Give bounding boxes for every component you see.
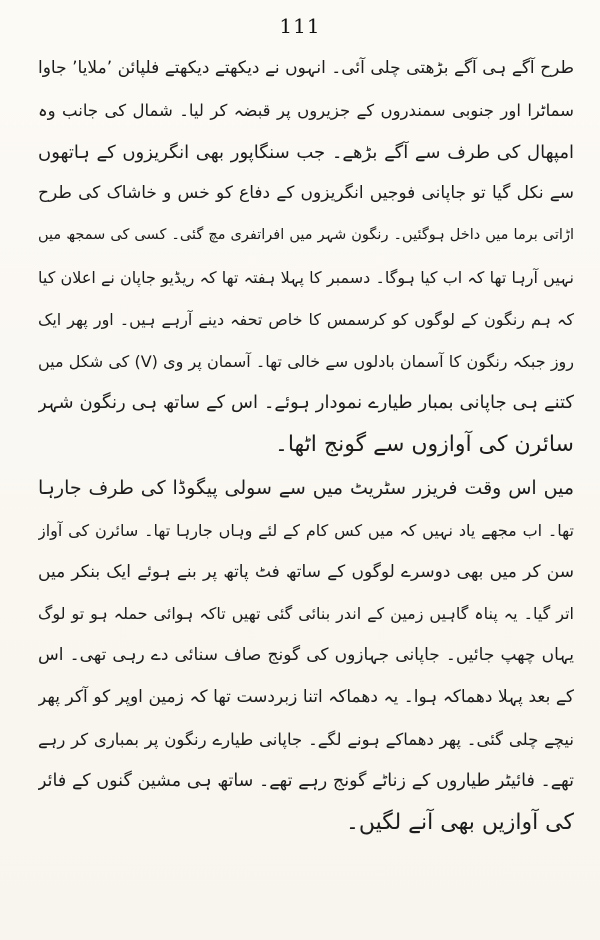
text-line: کے بعد پہلا دھماکہ ہوا۔ یہ دھماکہ اتنا زبردست تھا کہ زمین اوپر کو آکر پھر (38, 686, 574, 707)
page-text (38, 48, 574, 844)
text-line: سائرن کی آوازوں سے گونج اٹھا۔ (274, 432, 574, 458)
text-line: کتنے ہی جاپانی بمبار طیارے نمودار ہوئے۔ اس کے ساتھ ہی رنگون شہر (38, 392, 574, 414)
text-line: اتر گیا۔ یہ پناہ گاہیں زمین کے اندر بنائی گئی تھیں تاکہ ہوائی حملہ ہو تو لوگ (38, 604, 574, 624)
text-line: نہیں آرہا تھا کہ اب کیا ہوگا۔ دسمبر کا پہلا ہفتہ تھا کہ ریڈیو جاپان نے اعلان کیا (38, 267, 574, 287)
page-number: 111 (279, 14, 321, 38)
text-line: تھا۔ اب مجھے یاد نہیں کہ میں کس کام کے لئے وہاں جارہا تھا۔ سائرن کی آواز (38, 520, 574, 540)
text-line: امپھال کی طرف سے آگے بڑھے۔ جب سنگاپور بھی انگریزوں کے ہاتھوں (38, 141, 574, 163)
text-line: کی آوازیں بھی آنے لگیں۔ (346, 810, 574, 836)
text-line: روز جبکہ رنگون کا آسمان بادلوں سے خالی تھا۔ آسمان پر وی (V) کی شکل میں (38, 351, 574, 371)
text-line: میں اس وقت فریزر سٹریٹ میں سے سولی پیگوڈا کی طرف جارہا (38, 476, 574, 499)
text-line: سن کر میں بھی دوسرے لوگوں کے ساتھ فٹ پاتھ پر بنے ہوئے ایک بنکر میں (38, 561, 574, 582)
text-line: تھے۔ فائیٹر طیاروں کے زناٹے گونج رہے تھے۔ ساتھ ہی مشین گنوں کے فائر (38, 770, 574, 791)
text-line: نیچے چلی گئی۔ پھر دھماکے ہونے لگے۔ جاپانی طیارے رنگون پر بمباری کر رہے (38, 729, 574, 749)
text-line: کہ ہم رنگون کے لوگوں کو کرسمس کا خاص تحفہ دینے آرہے ہیں۔ اور پھر ایک (38, 309, 574, 329)
text-line: یہاں چھپ جائیں۔ جاپانی جہازوں کی گونج صاف سنائی دے رہی تھی۔ اس (38, 645, 574, 666)
text-line: اڑاتی برما میں داخل ہوگئیں۔ رنگون شہر میں افراتفری مچ گئی۔ کسی کی سمجھ میں (38, 227, 574, 244)
text-line: طرح آگے ہی آگے بڑھتی چلی آئی۔ انہوں نے دیکھتے دیکھتے فلپائن ٬ملایا٬ جاوا (38, 58, 574, 78)
text-line: سماٹرا اور جنوبی سمندروں کے جزیروں پر قبضہ کر لیا۔ شمال کی جانب وہ (38, 100, 574, 120)
paragraph (38, 48, 574, 466)
text-line: سے نکل گیا تو جاپانی فوجیں انگریزوں کے دفاع کو خس و خاشاک کی طرح (38, 183, 574, 204)
paragraph (38, 468, 574, 844)
